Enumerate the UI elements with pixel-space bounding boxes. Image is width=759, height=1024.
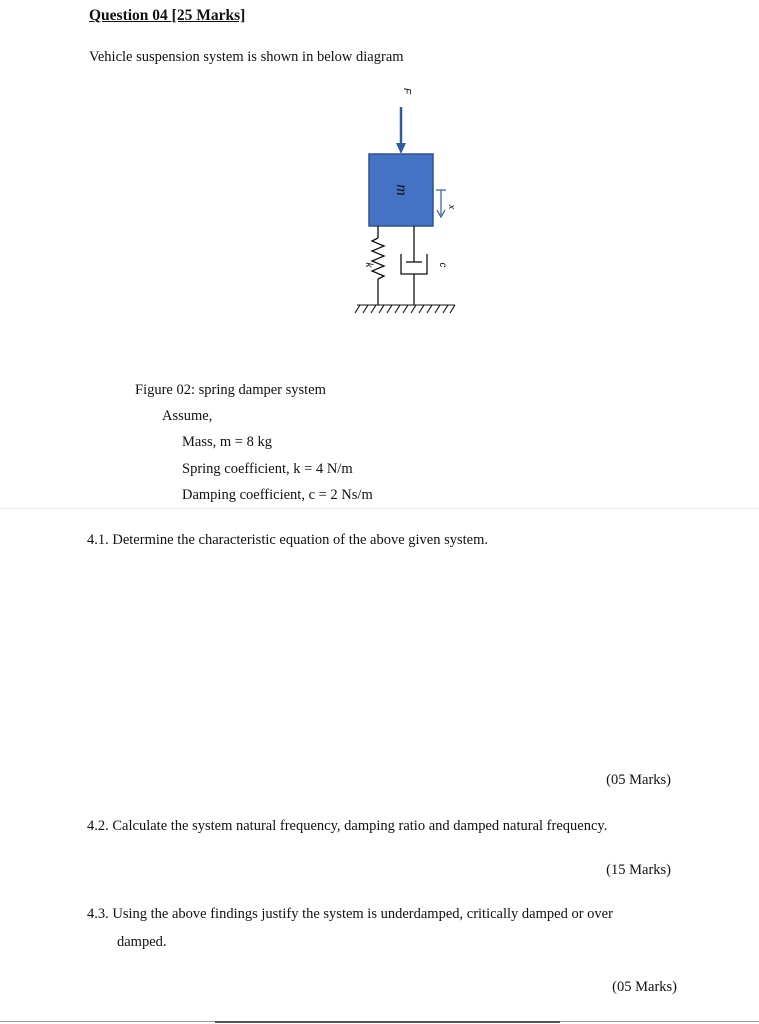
damper-label: c — [437, 262, 448, 268]
figure-caption: Figure 02: spring damper system — [135, 382, 326, 398]
displacement-label: x — [447, 204, 457, 210]
displacement-indicator — [436, 190, 446, 217]
bottom-rule-accent — [215, 1021, 560, 1023]
question-4-3-line2: damped. — [117, 934, 167, 950]
page-divider — [0, 508, 759, 509]
param-damping: Damping coefficient, c = 2 Ns/m — [182, 487, 373, 503]
spring-label: k — [363, 262, 374, 268]
spring-damper-diagram — [340, 78, 470, 323]
mass-label: m — [393, 184, 410, 196]
marks-4-1: (05 Marks) — [606, 772, 671, 788]
question-4-2: 4.2. Calculate the system natural frequency, damping ratio and damped natural frequency. — [87, 818, 608, 834]
intro-text: Vehicle suspension system is shown in below diagram — [89, 49, 404, 65]
marks-4-3: (05 Marks) — [612, 979, 677, 995]
assume-label: Assume, — [162, 408, 213, 424]
question-4-1: 4.1. Determine the characteristic equation of the above given system. — [87, 532, 489, 548]
ground — [355, 305, 455, 313]
question-4-3-line1: 4.3. Using the above findings justify the system is underdamped, critically damped or over — [87, 906, 613, 922]
damper — [401, 226, 427, 305]
force-label: F — [401, 87, 412, 95]
marks-4-2: (15 Marks) — [606, 862, 671, 878]
force-arrow — [396, 107, 406, 154]
question-heading: Question 04 [25 Marks] — [89, 7, 246, 24]
param-mass: Mass, m = 8 kg — [182, 434, 272, 450]
param-spring: Spring coefficient, k = 4 N/m — [182, 461, 353, 477]
